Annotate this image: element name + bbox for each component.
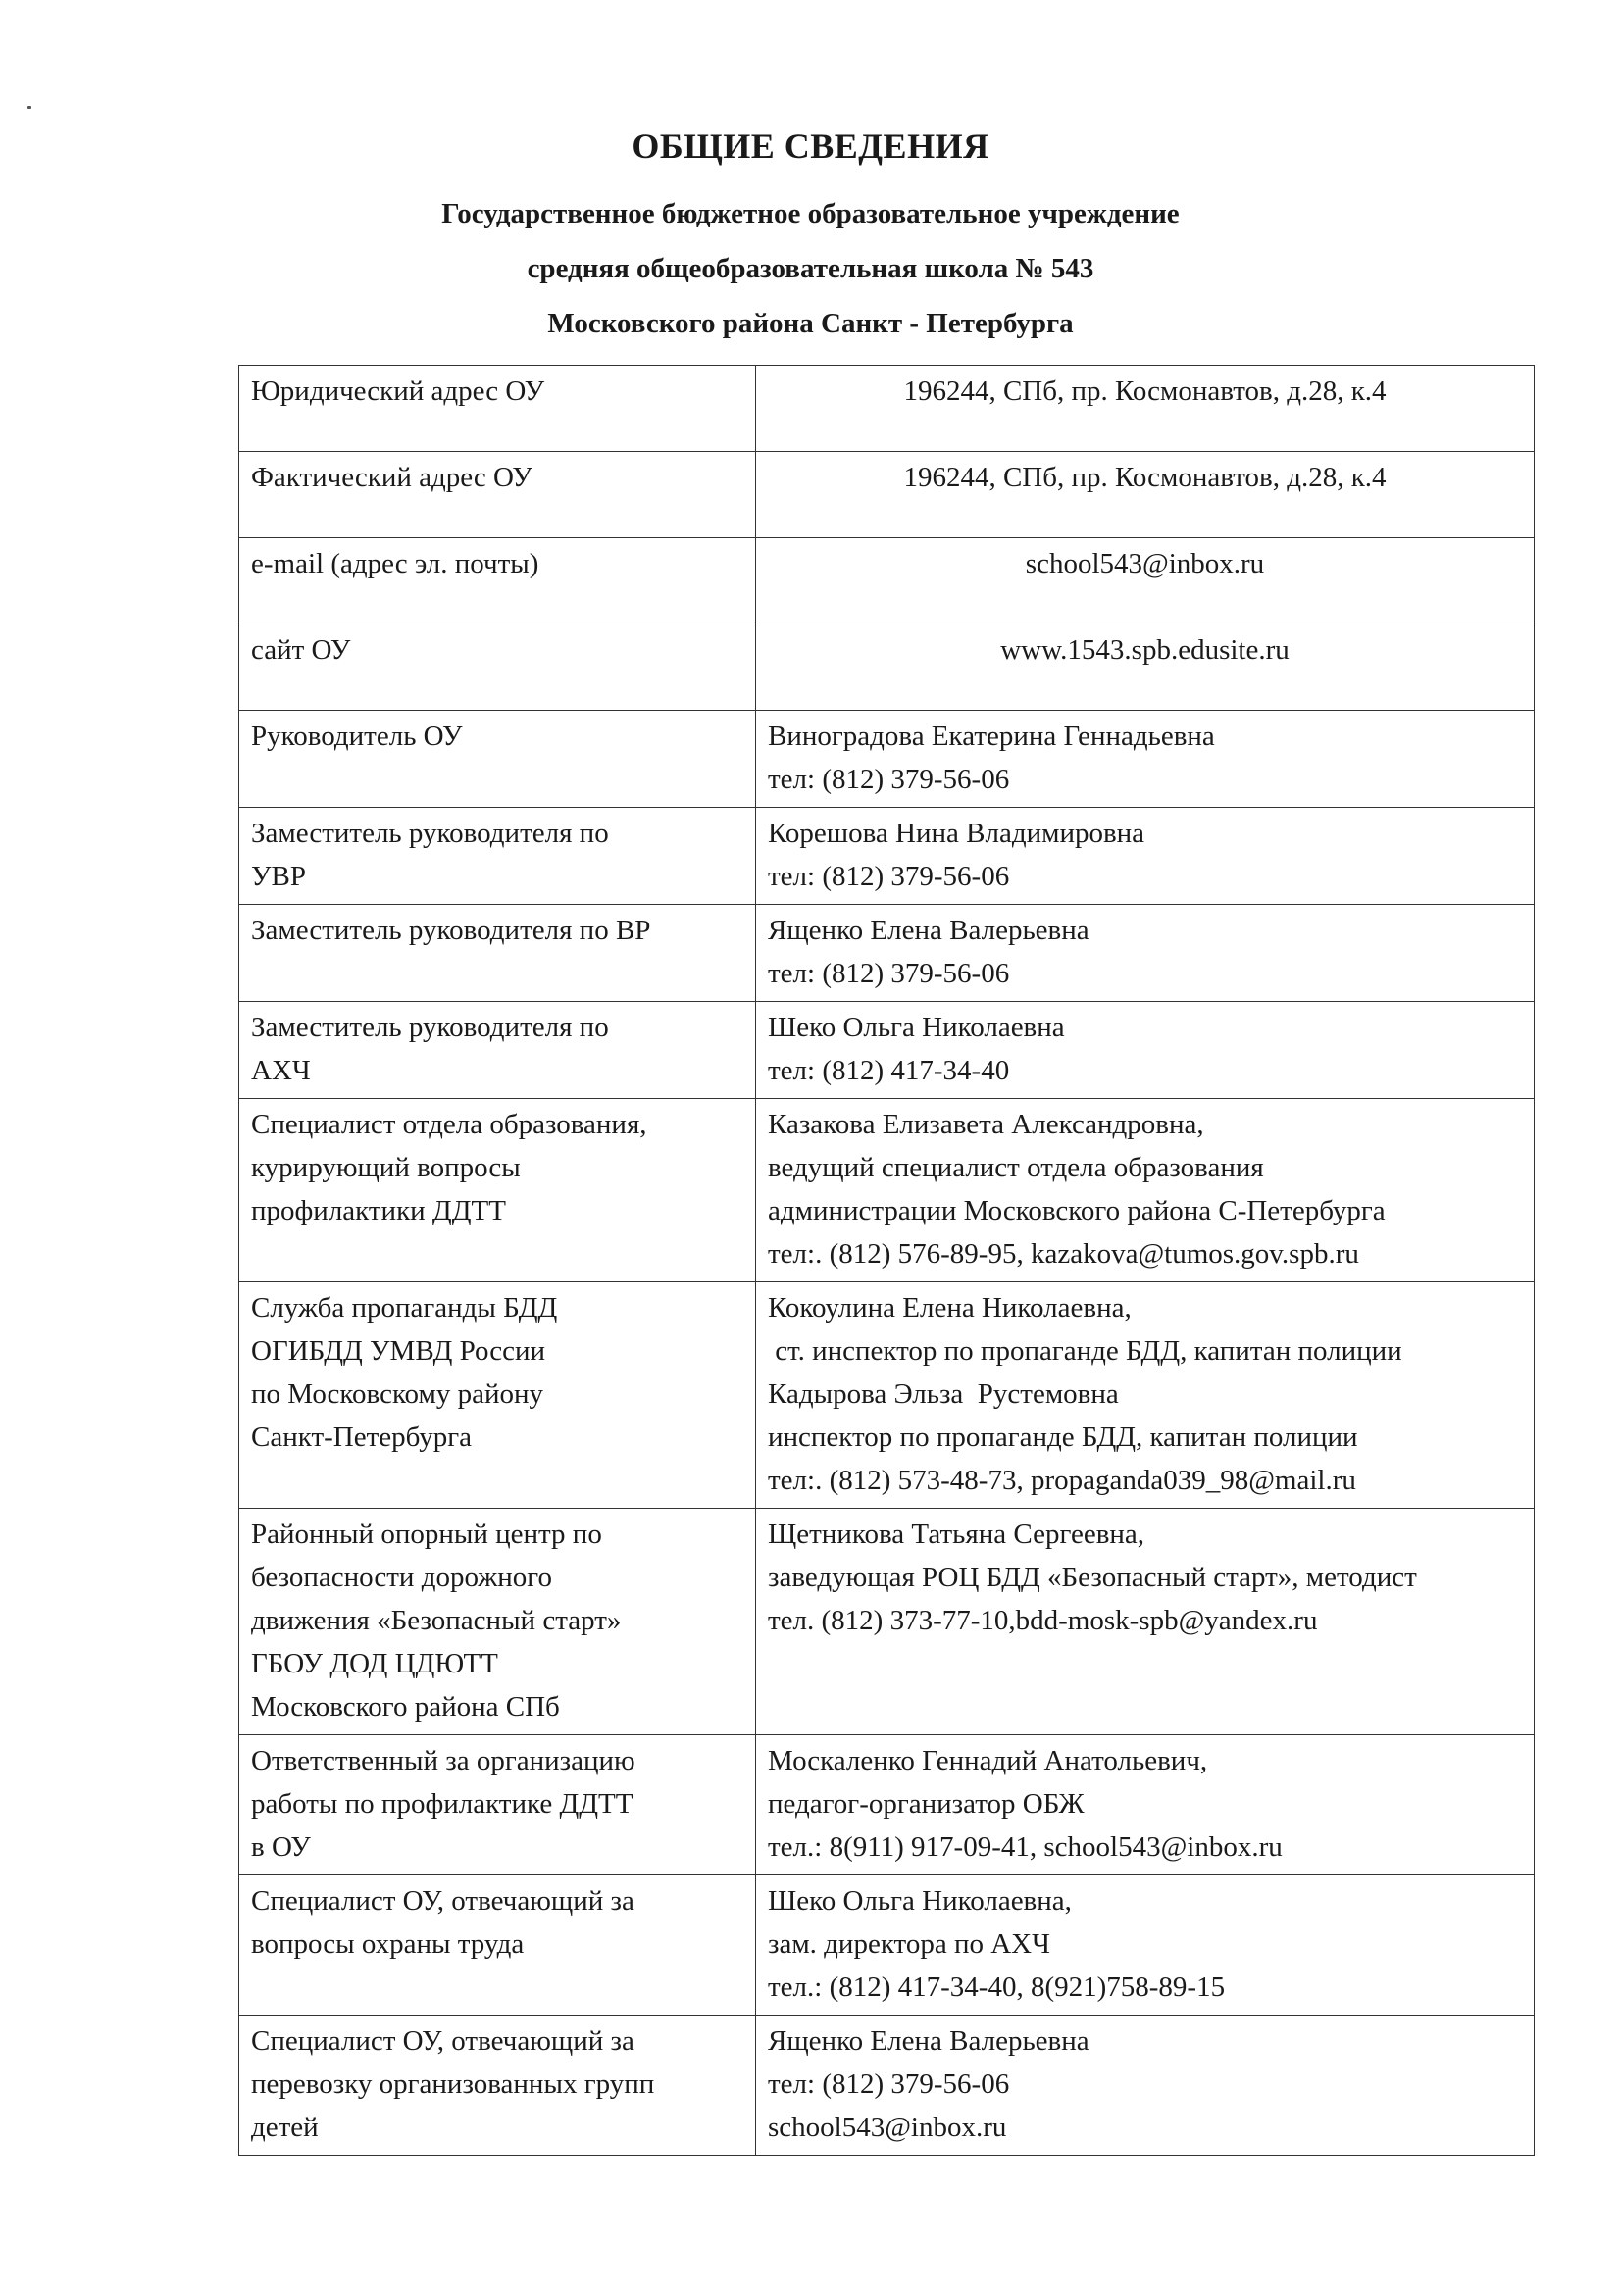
table-row	[239, 1099, 1535, 1282]
field-label-cell	[239, 2016, 756, 2156]
table-row	[239, 2016, 1535, 2156]
info-table	[238, 365, 1535, 2156]
field-value-line: Щетникова Татьяна Сергеевна,	[768, 1519, 1145, 1550]
scan-speck	[27, 106, 31, 109]
field-value-cell	[756, 366, 1535, 452]
field-value-line: Шеко Ольга Николаевна,	[768, 1885, 1072, 1917]
table-row	[239, 905, 1535, 1002]
field-label-cell	[239, 1735, 756, 1875]
field-value-line: ведущий специалист отдела образования	[768, 1152, 1264, 1183]
field-value-cell	[756, 1875, 1535, 2016]
field-label-line: курирующий вопросы	[251, 1152, 521, 1183]
table-row	[239, 1002, 1535, 1099]
field-label-line: Санкт-Петербурга	[251, 1422, 473, 1453]
table-row	[239, 711, 1535, 808]
field-value-line: ст. инспектор по пропаганде БДД, капитан полиции	[768, 1335, 1402, 1367]
field-value-line: 196244, СПб, пр. Космонавтов, д.28, к.4	[903, 375, 1387, 407]
field-label-line: Специалист ОУ, отвечающий за	[251, 2025, 634, 2057]
field-label-line: безопасности дорожного	[251, 1562, 552, 1593]
field-value-cell	[756, 905, 1535, 1002]
field-value-line: Ященко Елена Валерьевна	[768, 915, 1089, 946]
field-value-line: Виноградова Екатерина Геннадьевна	[768, 721, 1215, 752]
table-row	[239, 1875, 1535, 2016]
field-label-line: Заместитель руководителя по ВР	[251, 915, 651, 946]
field-label-line: детей	[251, 2112, 319, 2143]
field-label-line: Служба пропаганды БДД	[251, 1292, 558, 1323]
field-value-line: тел:. (812) 573-48-73, propaganda039_98@mail.ru	[768, 1465, 1356, 1496]
field-label-line: УВР	[251, 861, 307, 892]
field-value-cell	[756, 1099, 1535, 1282]
field-value-cell	[756, 711, 1535, 808]
field-label-line: ОГИБДД УМВД России	[251, 1335, 546, 1367]
table-row	[239, 1282, 1535, 1509]
field-value-line: www.1543.spb.edusite.ru	[1000, 634, 1290, 666]
table-row	[239, 538, 1535, 624]
field-value-line: тел: (812) 417-34-40	[768, 1055, 1010, 1086]
field-value-line: Ященко Елена Валерьевна	[768, 2025, 1089, 2057]
institution-line-1: Государственное бюджетное образовательное учреждение	[441, 198, 1180, 229]
field-value-cell	[756, 452, 1535, 538]
field-label-cell	[239, 1509, 756, 1735]
field-label-line: Специалист отдела образования,	[251, 1109, 647, 1140]
field-label-line: работы по профилактике ДДТТ	[251, 1788, 633, 1820]
field-label-line: вопросы охраны труда	[251, 1928, 525, 1960]
field-value-cell	[756, 538, 1535, 624]
field-value-line: 196244, СПб, пр. Космонавтов, д.28, к.4	[903, 462, 1387, 493]
field-value-line: педагог-организатор ОБЖ	[768, 1788, 1085, 1820]
field-label-line: Специалист ОУ, отвечающий за	[251, 1885, 634, 1917]
field-label-line: ГБОУ ДОД ЦДЮТТ	[251, 1648, 498, 1679]
field-value-cell	[756, 624, 1535, 711]
field-value-line: тел: (812) 379-56-06	[768, 764, 1010, 795]
field-value-line: Москаленко Геннадий Анатольевич,	[768, 1745, 1208, 1776]
field-value-line: зам. директора по АХЧ	[768, 1928, 1050, 1960]
field-value-line: school543@inbox.ru	[768, 2112, 1007, 2143]
field-label-line: e-mail (адрес эл. почты)	[251, 548, 539, 579]
field-value-line: тел: (812) 379-56-06	[768, 2069, 1010, 2100]
field-value-line: school543@inbox.ru	[1025, 548, 1265, 579]
table-row	[239, 1509, 1535, 1735]
info-table-body	[239, 366, 1535, 2156]
field-value-line: Корешова Нина Владимировна	[768, 818, 1145, 849]
field-value-cell	[756, 808, 1535, 905]
field-label-line: Московского района СПб	[251, 1691, 560, 1722]
field-label-line: Руководитель ОУ	[251, 721, 463, 752]
field-value-cell	[756, 1282, 1535, 1509]
field-value-line: инспектор по пропаганде БДД, капитан полиции	[768, 1422, 1358, 1453]
field-value-line: заведующая РОЦ БДД «Безопасный старт», методист	[768, 1562, 1417, 1593]
field-value-line: Кокоулина Елена Николаевна,	[768, 1292, 1132, 1323]
table-row	[239, 624, 1535, 711]
table-row	[239, 808, 1535, 905]
field-value-cell	[756, 2016, 1535, 2156]
field-label-cell	[239, 452, 756, 538]
field-value-line: тел.: 8(911) 917-09-41, school543@inbox.ru	[768, 1831, 1283, 1863]
field-value-line: администрации Московского района С-Петербурга	[768, 1195, 1386, 1226]
field-label-line: Заместитель руководителя по	[251, 818, 609, 849]
field-label-line: Юридический адрес ОУ	[251, 375, 545, 407]
field-label-line: перевозку организованных групп	[251, 2069, 655, 2100]
institution-line-2: средняя общеобразовательная школа № 543	[527, 253, 1094, 284]
field-label-line: сайт ОУ	[251, 634, 351, 666]
document-title: ОБЩИЕ СВЕДЕНИЯ	[632, 126, 989, 166]
field-value-line: тел:. (812) 576-89-95, kazakova@tumos.gov.spb.ru	[768, 1238, 1359, 1270]
field-label-cell	[239, 538, 756, 624]
field-label-cell	[239, 1875, 756, 2016]
field-value-line: тел.: (812) 417-34-40, 8(921)758-89-15	[768, 1972, 1226, 2003]
table-row	[239, 366, 1535, 452]
field-label-line: в ОУ	[251, 1831, 311, 1863]
field-label-cell	[239, 1002, 756, 1099]
table-row	[239, 1735, 1535, 1875]
field-label-cell	[239, 808, 756, 905]
field-label-line: Ответственный за организацию	[251, 1745, 635, 1776]
field-value-cell	[756, 1509, 1535, 1735]
field-label-cell	[239, 1099, 756, 1282]
field-value-line: Кадырова Эльза Рустемовна	[768, 1378, 1119, 1410]
field-label-line: по Московскому району	[251, 1378, 544, 1410]
field-label-line: Фактический адрес ОУ	[251, 462, 532, 493]
field-value-line: Шеко Ольга Николаевна	[768, 1012, 1065, 1043]
table-row	[239, 452, 1535, 538]
field-label-line: АХЧ	[251, 1055, 311, 1086]
field-label-cell	[239, 624, 756, 711]
field-value-line: тел: (812) 379-56-06	[768, 861, 1010, 892]
field-value-line: Казакова Елизавета Александровна,	[768, 1109, 1204, 1140]
field-label-cell	[239, 905, 756, 1002]
field-value-line: тел: (812) 379-56-06	[768, 958, 1010, 989]
field-label-line: Заместитель руководителя по	[251, 1012, 609, 1043]
field-value-cell	[756, 1002, 1535, 1099]
field-label-line: Районный опорный центр по	[251, 1519, 602, 1550]
field-label-cell	[239, 366, 756, 452]
field-value-line: тел. (812) 373-77-10,bdd-mosk-spb@yandex.ru	[768, 1605, 1318, 1636]
institution-line-3: Московского района Санкт - Петербурга	[547, 308, 1074, 339]
field-label-cell	[239, 1282, 756, 1509]
field-label-line: движения «Безопасный старт»	[251, 1605, 622, 1636]
field-label-line: профилактики ДДТТ	[251, 1195, 506, 1226]
field-value-cell	[756, 1735, 1535, 1875]
field-label-cell	[239, 711, 756, 808]
